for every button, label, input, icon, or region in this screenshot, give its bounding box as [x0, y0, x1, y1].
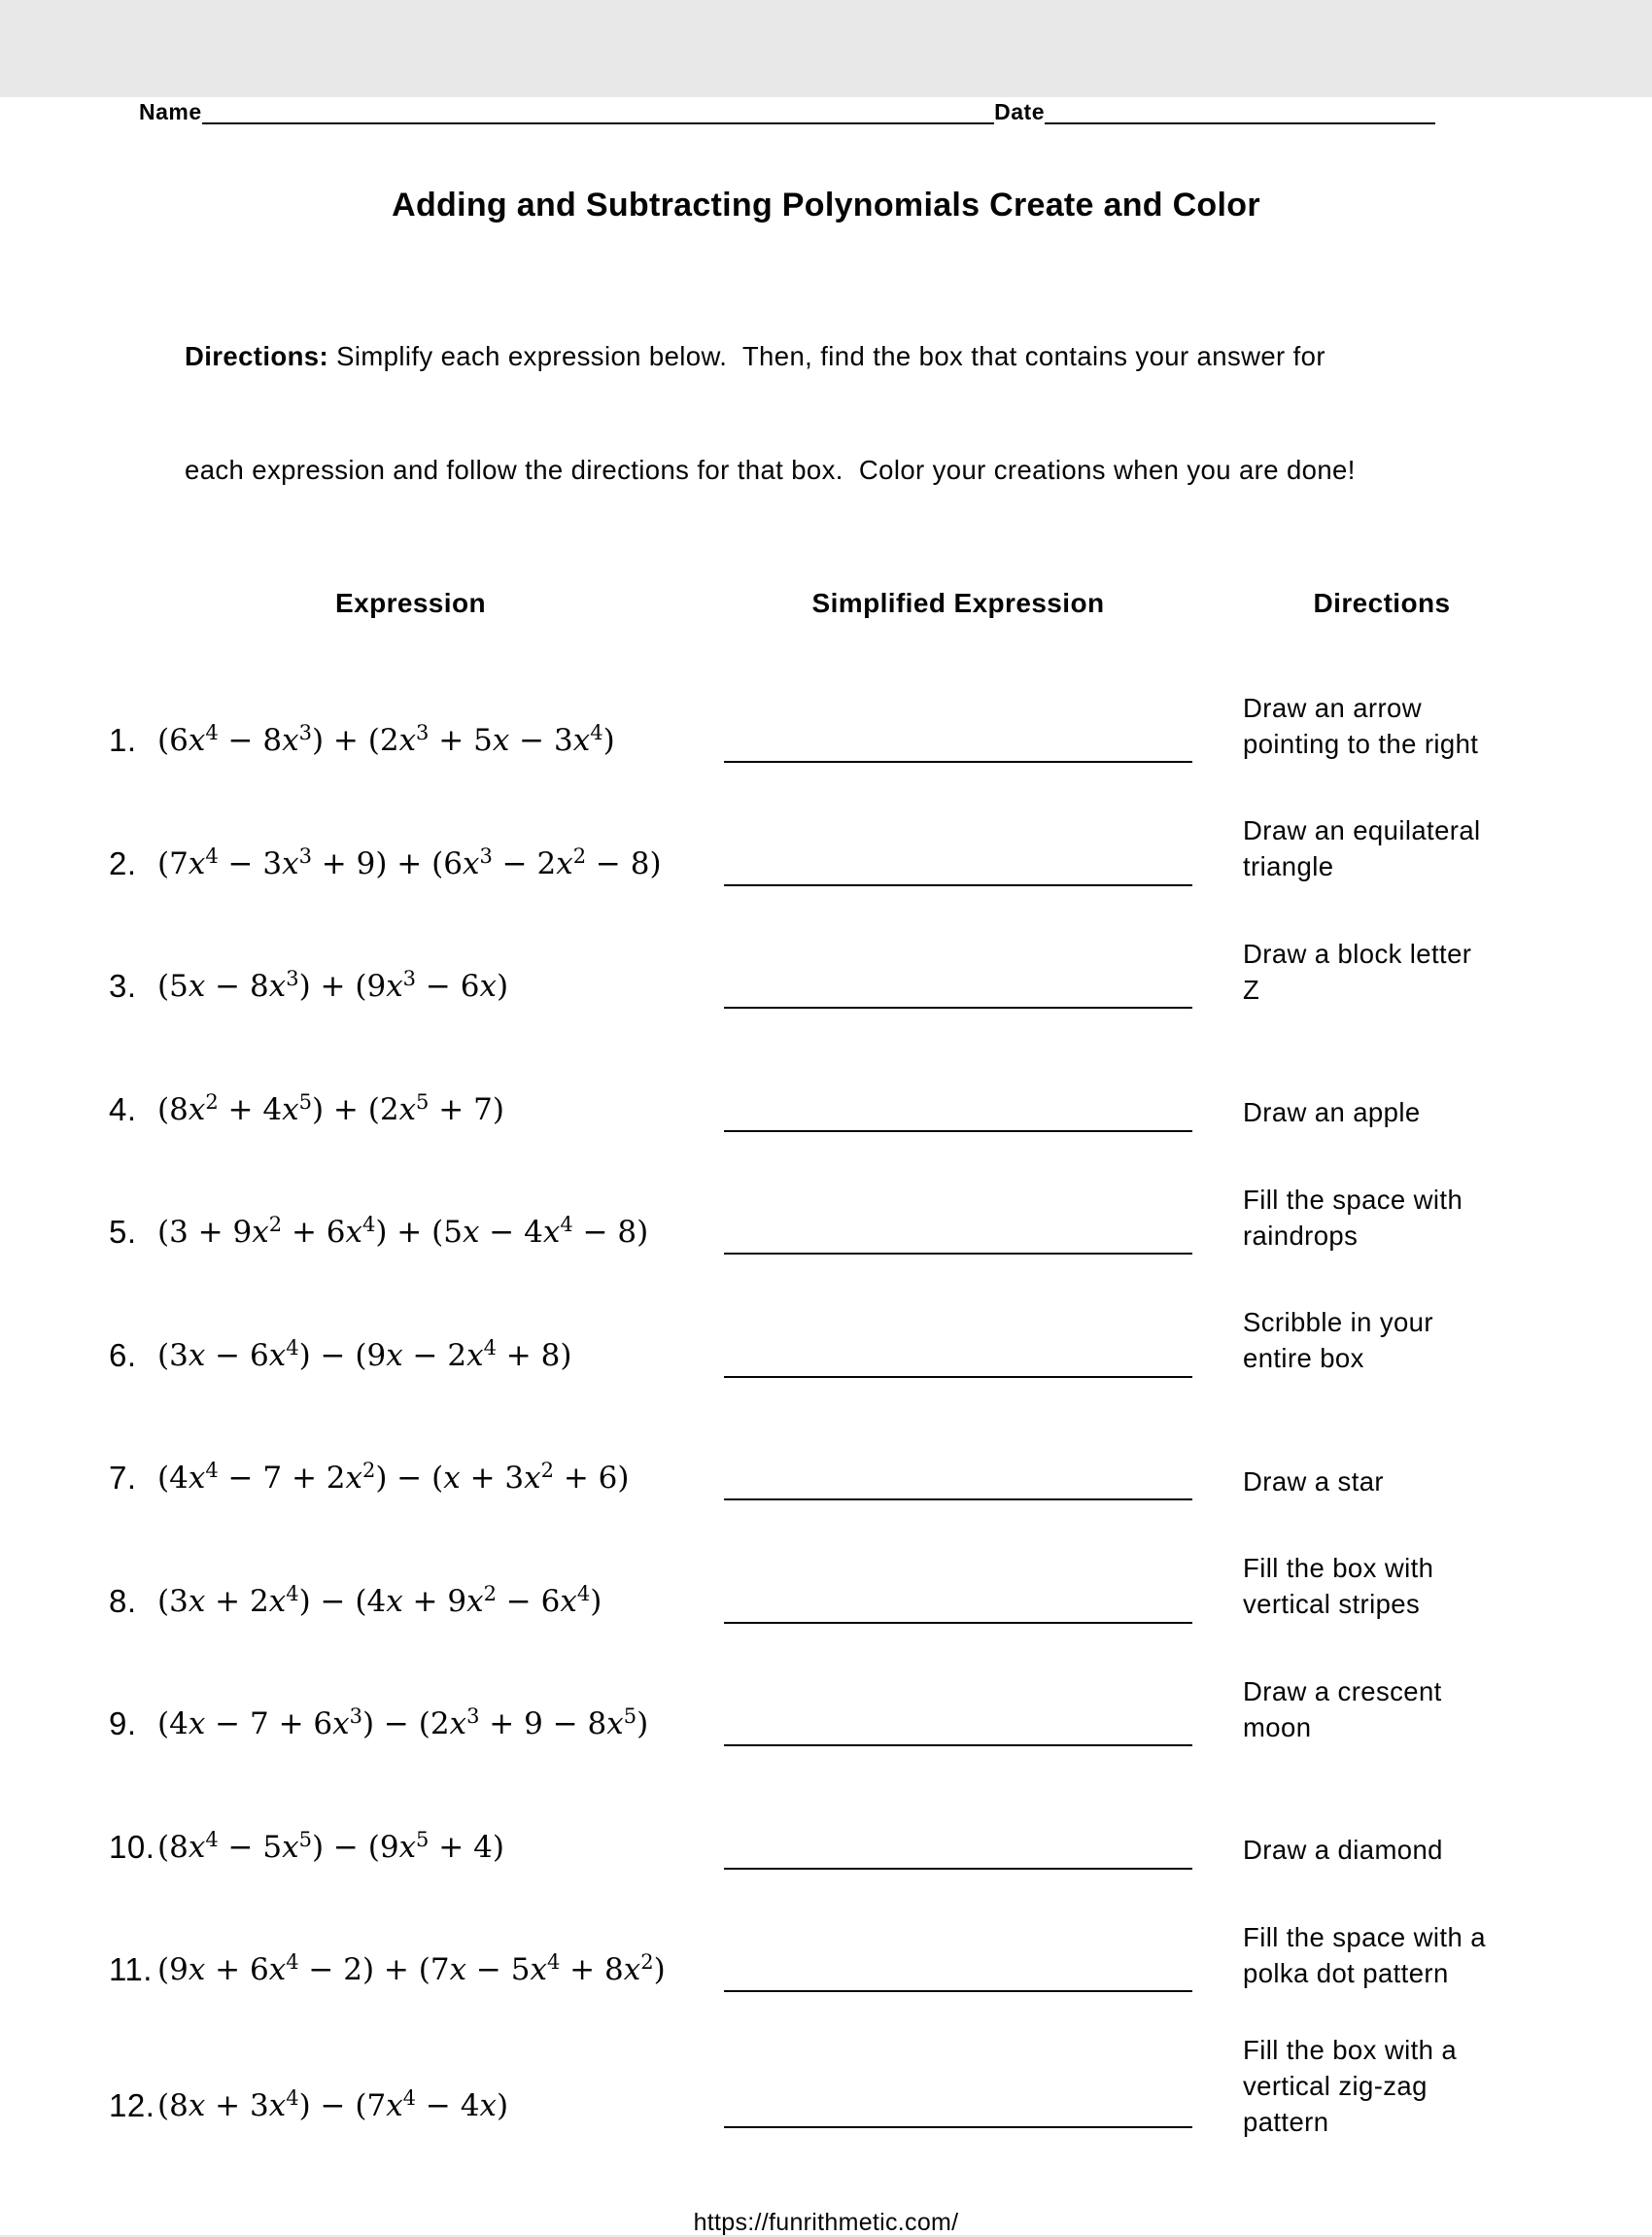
directions-label: Directions: — [185, 341, 329, 371]
direction-text — [1192, 1294, 1564, 1418]
expression-math: $(4x - 7 + 6x^3) - (2x^3 + 9 - 8x^5)$ — [157, 1704, 649, 1742]
expression-math: $(6x^4 - 8x^3) + (2x^3 + 5x - 3x^4)$ — [157, 721, 615, 759]
problem-number: 3. — [109, 968, 137, 1005]
expression-math: $(8x^4 - 5x^5) - (9x^5 + 4)$ — [157, 1827, 504, 1865]
expression-math: $(9x + 6x^4 - 2) + (7x - 5x^4 + 8x^2)$ — [157, 1950, 666, 1988]
expression-math: $(3x + 2x^4) - (4x + 9x^2 - 6x^4)$ — [157, 1581, 602, 1619]
simplified-expression-cell — [724, 1049, 1192, 1172]
direction-line: polka dot pattern — [1243, 1957, 1449, 1988]
expression-math: $(8x^2 + 4x^5) + (2x^5 + 7)$ — [157, 1089, 504, 1127]
simplified-expression-cell — [724, 1417, 1192, 1540]
direction-line: Fill the space with a — [1243, 1921, 1486, 1952]
problem-row — [0, 1663, 1652, 1786]
direction-text — [1192, 1909, 1564, 2032]
direction-line: Draw a crescent — [1243, 1675, 1442, 1706]
problem-number: 8. — [109, 1582, 137, 1619]
problem-number: 1. — [109, 722, 137, 759]
answer-blank-line — [724, 1622, 1192, 1624]
problem-number: 11. — [109, 1951, 153, 1988]
direction-text — [1192, 1049, 1564, 1172]
expression-cell — [0, 1663, 724, 1786]
expression-cell — [0, 803, 724, 926]
answer-blank-line — [724, 1990, 1192, 1992]
answer-blank-line — [724, 1498, 1192, 1500]
expression-math: $(8x + 3x^4) - (7x^4 - 4x)$ — [157, 2086, 509, 2123]
expression-cell — [0, 1909, 724, 2032]
problem-row — [0, 1417, 1652, 1540]
problem-row — [0, 1294, 1652, 1418]
simplified-expression-cell — [724, 2032, 1192, 2181]
answer-blank-line — [724, 2126, 1192, 2128]
problem-row — [0, 679, 1652, 803]
direction-line: pointing to the right — [1243, 728, 1479, 759]
answer-blank-line — [724, 884, 1192, 886]
direction-text — [1192, 679, 1564, 803]
expression-cell — [0, 1049, 724, 1172]
expression-cell — [0, 2032, 724, 2181]
expression-cell — [0, 679, 724, 803]
answer-blank-line — [724, 1744, 1192, 1746]
column-header-directions: Directions — [1313, 588, 1451, 618]
problem-row — [0, 925, 1652, 1049]
direction-text — [1192, 803, 1564, 926]
problem-row — [0, 2032, 1652, 2155]
expression-math: $(3 + 9x^2 + 6x^4) + (5x - 4x^4 - 8)$ — [157, 1213, 649, 1251]
expression-cell — [0, 1786, 724, 1910]
direction-text — [1192, 1171, 1564, 1294]
column-header-simplified-expression: Simplified Expression — [811, 588, 1105, 618]
problem-row — [0, 1909, 1652, 2032]
simplified-expression-cell — [724, 1294, 1192, 1418]
problem-row — [0, 1049, 1652, 1172]
simplified-expression-cell — [724, 1786, 1192, 1910]
direction-line: Draw a star — [1243, 1465, 1384, 1497]
name-blank-line — [202, 122, 994, 124]
name-label: Name — [139, 99, 202, 124]
directions-paragraph — [185, 261, 1477, 565]
direction-line: vertical stripes — [1243, 1589, 1421, 1619]
problem-number: 7. — [109, 1460, 137, 1497]
direction-line: triangle — [1243, 851, 1334, 881]
direction-line: entire box — [1243, 1343, 1364, 1373]
expression-math: $(4x^4 - 7 + 2x^2) - (x + 3x^2 + 6)$ — [157, 1459, 630, 1497]
direction-text — [1192, 2032, 1564, 2181]
simplified-expression-cell — [724, 803, 1192, 926]
answer-blank-line — [724, 1253, 1192, 1255]
directions-line-1 — [185, 337, 1477, 375]
worksheet-page — [0, 97, 1652, 2235]
simplified-expression-cell — [724, 679, 1192, 803]
page-title: Adding and Subtracting Polynomials Create and Color — [392, 187, 1260, 224]
directions-text-2: each expression and follow the directions for that box. Color your creations when you are done! — [185, 455, 1356, 485]
footer-url: https://funrithmetic.com/ — [693, 2209, 959, 2236]
simplified-expression-cell — [724, 925, 1192, 1049]
direction-text — [1192, 1540, 1564, 1664]
expression-math: $(3x - 6x^4) - (9x - 2x^4 + 8)$ — [157, 1335, 572, 1373]
problem-number: 10. — [109, 1828, 155, 1865]
date-blank-line — [1045, 122, 1435, 124]
problem-number: 6. — [109, 1336, 137, 1373]
answer-blank-line — [724, 761, 1192, 763]
answer-blank-line — [724, 1868, 1192, 1870]
column-headers — [0, 588, 1652, 619]
direction-text — [1192, 1786, 1564, 1910]
problem-number: 12. — [109, 2087, 155, 2123]
simplified-expression-cell — [724, 1540, 1192, 1664]
answer-blank-line — [724, 1130, 1192, 1132]
direction-line: Fill the box with a — [1243, 2034, 1458, 2065]
simplified-expression-cell — [724, 1171, 1192, 1294]
direction-line: vertical zig-zag — [1243, 2070, 1428, 2101]
expression-cell — [0, 925, 724, 1049]
problem-number: 9. — [109, 1705, 137, 1742]
expression-math: $(7x^4 - 3x^3 + 9) + (6x^3 - 2x^2 - 8)$ — [157, 843, 662, 881]
problem-number: 2. — [109, 844, 137, 881]
direction-line: Draw an apple — [1243, 1097, 1421, 1127]
problem-row — [0, 1171, 1652, 1294]
problem-row — [0, 803, 1652, 926]
direction-line: pattern — [1243, 2106, 1329, 2137]
direction-line: Draw an arrow — [1243, 692, 1423, 723]
name-date-row — [139, 97, 1435, 126]
expression-cell — [0, 1171, 724, 1294]
problem-row — [0, 1786, 1652, 1910]
problem-list — [0, 679, 1652, 2154]
direction-line: Fill the box with — [1243, 1553, 1434, 1583]
date-label: Date — [994, 99, 1045, 124]
simplified-expression-cell — [724, 1909, 1192, 2032]
expression-math: $(5x - 8x^3) + (9x^3 - 6x)$ — [157, 967, 509, 1005]
column-header-expression: Expression — [335, 588, 486, 618]
directions-text-1: Simplify each expression below. Then, find the box that contains your answer for — [328, 341, 1325, 371]
direction-line: Fill the space with — [1243, 1184, 1463, 1215]
direction-text — [1192, 925, 1564, 1049]
direction-text — [1192, 1417, 1564, 1540]
direction-line: Scribble in your — [1243, 1307, 1433, 1337]
direction-line: Z — [1243, 974, 1260, 1005]
problem-row — [0, 1540, 1652, 1664]
simplified-expression-cell — [724, 1663, 1192, 1786]
direction-line: Draw an equilateral — [1243, 815, 1481, 845]
expression-cell — [0, 1294, 724, 1418]
direction-line: raindrops — [1243, 1220, 1359, 1251]
expression-cell — [0, 1417, 724, 1540]
answer-blank-line — [724, 1376, 1192, 1378]
problem-number: 4. — [109, 1090, 137, 1127]
problem-number: 5. — [109, 1214, 137, 1251]
direction-line: Draw a block letter — [1243, 938, 1472, 969]
direction-line: Draw a diamond — [1243, 1835, 1443, 1865]
expression-cell — [0, 1540, 724, 1664]
direction-line: moon — [1243, 1711, 1312, 1742]
answer-blank-line — [724, 1007, 1192, 1009]
direction-text — [1192, 1663, 1564, 1786]
